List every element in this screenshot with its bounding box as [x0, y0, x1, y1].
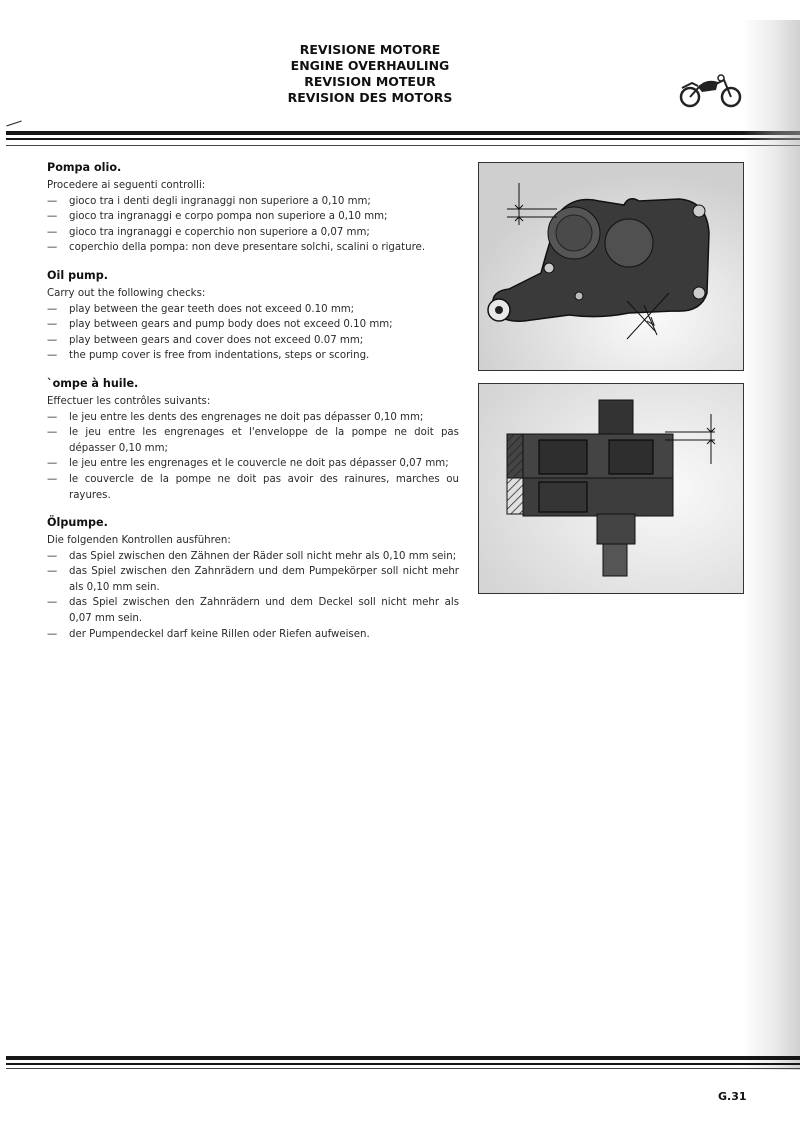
section-fr — [47, 376, 459, 503]
list-item: — play between gears and cover does not exceed 0.07 mm; — [47, 333, 459, 349]
scan-edge-shadow — [742, 20, 800, 1070]
list-item: — le jeu entre les engrenages et l'enveloppe de la pompe ne doit pas dépasser 0,10 mm; — [47, 425, 459, 456]
oil-pump-cross-section-photo — [478, 383, 744, 594]
motorcycle-icon — [676, 72, 746, 116]
list-item: — coperchio della pompa: non deve presentare solchi, scalini o rigature. — [47, 240, 459, 256]
header-title-de: REVISION DES MOTORS — [287, 90, 453, 105]
section-intro: Procedere ai seguenti controlli: — [47, 180, 206, 191]
bottom-rule — [6, 1056, 800, 1060]
header-title-fr: REVISION MOTEUR — [304, 74, 436, 89]
header-title-en: ENGINE OVERHAULING — [290, 58, 450, 73]
oil-pump-body-photo — [478, 162, 744, 371]
list-item: — le couvercle de la pompe ne doit pas avoir des rainures, marches ou rayures. — [47, 472, 459, 503]
list-item: — das Spiel zwischen den Zahnrädern und dem Pumpekörper soll nicht mehr als 0,10 mm sein. — [47, 564, 459, 595]
section-intro: Carry out the following checks: — [47, 287, 206, 299]
text-column — [47, 160, 459, 654]
section-title: Oil pump. — [47, 268, 108, 282]
list-item: — play between the gear teeth does not exceed 0.10 mm; — [47, 302, 459, 318]
check-list — [47, 549, 459, 643]
check-list — [47, 410, 459, 504]
section-de — [47, 515, 459, 642]
list-item: — das Spiel zwischen den Zähnen der Räder soll nicht mehr als 0,10 mm sein; — [47, 549, 459, 565]
top-rule-hairline — [6, 145, 800, 146]
page-header — [240, 42, 500, 106]
section-title: `ompe à huile. — [47, 376, 139, 390]
list-item: — der Pumpendeckel darf keine Rillen oder Riefen aufweisen. — [47, 627, 459, 643]
section-intro: Die folgenden Kontrollen ausführen: — [47, 535, 231, 547]
corner-mark — [6, 121, 22, 127]
list-item: — the pump cover is free from indentations, steps or scoring. — [47, 348, 459, 364]
section-it — [47, 160, 459, 256]
list-item: — le jeu entre les dents des engrenages ne doit pas dépasser 0,10 mm; — [47, 410, 459, 426]
list-item: — das Spiel zwischen den Zahnrädern und dem Deckel soll nicht mehr als 0,07 mm sein. — [47, 595, 459, 626]
section-en — [47, 268, 459, 364]
top-rule — [6, 131, 800, 135]
bottom-rule-hairline — [6, 1068, 800, 1069]
list-item: — le jeu entre les engrenages et le couvercle ne doit pas dépasser 0,07 mm; — [47, 456, 459, 472]
list-item: — gioco tra ingranaggi e corpo pompa non superiore a 0,10 mm; — [47, 209, 459, 225]
list-item: — play between gears and pump body does not exceed 0.10 mm; — [47, 317, 459, 333]
top-rule-thin — [6, 138, 800, 140]
check-list — [47, 194, 459, 256]
bottom-rule-thin — [6, 1063, 800, 1065]
section-title: Pompa olio. — [47, 161, 122, 174]
section-intro: Effectuer les contrôles suivants: — [47, 395, 211, 407]
list-item: — gioco tra ingranaggi e coperchio non superiore a 0,07 mm; — [47, 225, 459, 241]
list-item: — gioco tra i denti degli ingranaggi non superiore a 0,10 mm; — [47, 194, 459, 210]
header-title-it: REVISIONE MOTORE — [299, 42, 441, 57]
check-list — [47, 302, 459, 364]
page-number: G.31 — [718, 1090, 747, 1103]
section-title: Ölpumpe. — [47, 516, 108, 530]
